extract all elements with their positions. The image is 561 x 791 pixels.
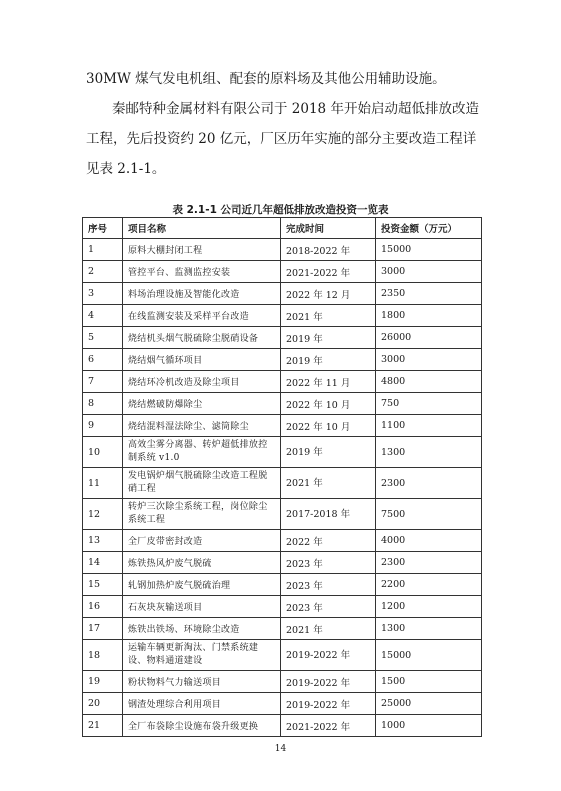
cell-index: 7 (83, 371, 123, 393)
cell-index: 8 (83, 393, 123, 415)
cell-index: 4 (83, 305, 123, 327)
cell-project-name: 转炉三次除尘系统工程，岗位除尘系统工程 (123, 499, 281, 530)
cell-completion-time: 2019-2022 年 (281, 640, 376, 671)
cell-index: 2 (83, 261, 123, 283)
cell-index: 16 (83, 596, 123, 618)
cell-project-name: 高效尘雾分离器、转炉超低排放控制系统 v1.0 (123, 437, 281, 468)
cell-index: 14 (83, 552, 123, 574)
table-caption: 表 2.1-1 公司近几年超低排放改造投资一览表 (172, 204, 389, 216)
cell-project-name: 钢渣处理综合利用项目 (123, 693, 281, 715)
cell-completion-time: 2023 年 (281, 574, 376, 596)
cell-index: 15 (83, 574, 123, 596)
cell-completion-time: 2021-2022 年 (281, 261, 376, 283)
table-row (83, 552, 482, 574)
cell-index: 19 (83, 671, 123, 693)
cell-completion-time: 2022 年 (281, 530, 376, 552)
cell-investment: 2200 (376, 574, 482, 596)
cell-project-name: 烧结烟气循环项目 (123, 349, 281, 371)
page-number: 14 (274, 744, 287, 754)
cell-index: 21 (83, 715, 123, 737)
cell-index: 18 (83, 640, 123, 671)
table-header-row (83, 218, 482, 239)
table-row (83, 283, 482, 305)
cell-investment: 15000 (376, 239, 482, 261)
cell-project-name: 烧结机头烟气脱硫除尘脱硝设备 (123, 327, 281, 349)
cell-completion-time: 2018-2022 年 (281, 239, 376, 261)
header-completion-time: 完成时间 (281, 218, 376, 239)
investment-table (82, 217, 482, 737)
cell-investment: 1300 (376, 437, 482, 468)
table-row (83, 530, 482, 552)
cell-completion-time: 2017-2018 年 (281, 499, 376, 530)
cell-index: 12 (83, 499, 123, 530)
cell-project-name: 轧钢加热炉废气脱硫治理 (123, 574, 281, 596)
table-row (83, 640, 482, 671)
cell-index: 10 (83, 437, 123, 468)
cell-index: 20 (83, 693, 123, 715)
cell-investment: 15000 (376, 640, 482, 671)
cell-completion-time: 2019 年 (281, 437, 376, 468)
table-row (83, 715, 482, 737)
cell-project-name: 在线监测安装及采样平台改造 (123, 305, 281, 327)
cell-completion-time: 2019 年 (281, 327, 376, 349)
cell-completion-time: 2022 年 10 月 (281, 415, 376, 437)
cell-investment: 1300 (376, 618, 482, 640)
cell-project-name: 炼铁出铁场、环境除尘改造 (123, 618, 281, 640)
table-row (83, 261, 482, 283)
cell-project-name: 料场治理设施及智能化改造 (123, 283, 281, 305)
cell-project-name: 炼铁热风炉废气脱硫 (123, 552, 281, 574)
cell-completion-time: 2019-2022 年 (281, 671, 376, 693)
cell-completion-time: 2022 年 12 月 (281, 283, 376, 305)
table-row (83, 693, 482, 715)
cell-investment: 4000 (376, 530, 482, 552)
cell-investment: 4800 (376, 371, 482, 393)
cell-investment: 7500 (376, 499, 482, 530)
table-row (83, 618, 482, 640)
cell-project-name: 全厂皮带密封改造 (123, 530, 281, 552)
header-investment: 投资金额（万元） (376, 218, 482, 239)
cell-project-name: 管控平台、监测监控安装 (123, 261, 281, 283)
paragraph-1: 30MW 煤气发电机组、配套的原料场及其他公用辅助设施。 (86, 71, 446, 87)
table-row (83, 671, 482, 693)
cell-investment: 26000 (376, 327, 482, 349)
cell-completion-time: 2019 年 (281, 349, 376, 371)
table-row (83, 239, 482, 261)
cell-completion-time: 2019-2022 年 (281, 693, 376, 715)
cell-investment: 3000 (376, 349, 482, 371)
cell-investment: 1200 (376, 596, 482, 618)
cell-completion-time: 2021 年 (281, 618, 376, 640)
table-body (83, 239, 482, 737)
table-row (83, 349, 482, 371)
cell-project-name: 粉状物料气力输送项目 (123, 671, 281, 693)
cell-investment: 3000 (376, 261, 482, 283)
cell-investment: 2350 (376, 283, 482, 305)
cell-project-name: 原料大棚封闭工程 (123, 239, 281, 261)
cell-completion-time: 2021-2022 年 (281, 715, 376, 737)
table-row (83, 574, 482, 596)
cell-project-name: 烧结混料湿法除尘、滤筒除尘 (123, 415, 281, 437)
cell-completion-time: 2021 年 (281, 305, 376, 327)
cell-index: 9 (83, 415, 123, 437)
cell-investment: 750 (376, 393, 482, 415)
cell-investment: 2300 (376, 468, 482, 499)
cell-investment: 1100 (376, 415, 482, 437)
cell-project-name: 烧结环冷机改造及除尘项目 (123, 371, 281, 393)
cell-project-name: 烧结燃破防爆除尘 (123, 393, 281, 415)
cell-index: 5 (83, 327, 123, 349)
table-row (83, 415, 482, 437)
table-row (83, 596, 482, 618)
cell-project-name: 石灰块灰输送项目 (123, 596, 281, 618)
cell-index: 6 (83, 349, 123, 371)
cell-index: 1 (83, 239, 123, 261)
cell-project-name: 发电锅炉烟气脱硫除尘改造工程脱硝工程 (123, 468, 281, 499)
cell-investment: 1500 (376, 671, 482, 693)
cell-index: 13 (83, 530, 123, 552)
table-row (83, 499, 482, 530)
cell-completion-time: 2023 年 (281, 552, 376, 574)
paragraph-2: 秦邮特种金属材料有限公司于 2018 年开始启动超低排放改造工程，先后投资约 20 亿元，厂区历年实施的部分主要改造工程详见表 2.1-1。 (86, 101, 479, 177)
cell-completion-time: 2022 年 10 月 (281, 393, 376, 415)
cell-investment: 1000 (376, 715, 482, 737)
cell-index: 3 (83, 283, 123, 305)
table-row (83, 371, 482, 393)
table-row (83, 393, 482, 415)
cell-index: 11 (83, 468, 123, 499)
table-row (83, 305, 482, 327)
cell-index: 17 (83, 618, 123, 640)
cell-project-name: 运输车辆更新淘汰、门禁系统建设、物料通道建设 (123, 640, 281, 671)
header-index: 序号 (83, 218, 123, 239)
table-row (83, 468, 482, 499)
cell-completion-time: 2022 年 11 月 (281, 371, 376, 393)
table-row (83, 327, 482, 349)
cell-project-name: 全厂布袋除尘设施布袋升级更换 (123, 715, 281, 737)
cell-investment: 25000 (376, 693, 482, 715)
cell-completion-time: 2021 年 (281, 468, 376, 499)
cell-investment: 1800 (376, 305, 482, 327)
cell-completion-time: 2023 年 (281, 596, 376, 618)
header-project-name: 项目名称 (123, 218, 281, 239)
table-row (83, 437, 482, 468)
cell-investment: 2300 (376, 552, 482, 574)
